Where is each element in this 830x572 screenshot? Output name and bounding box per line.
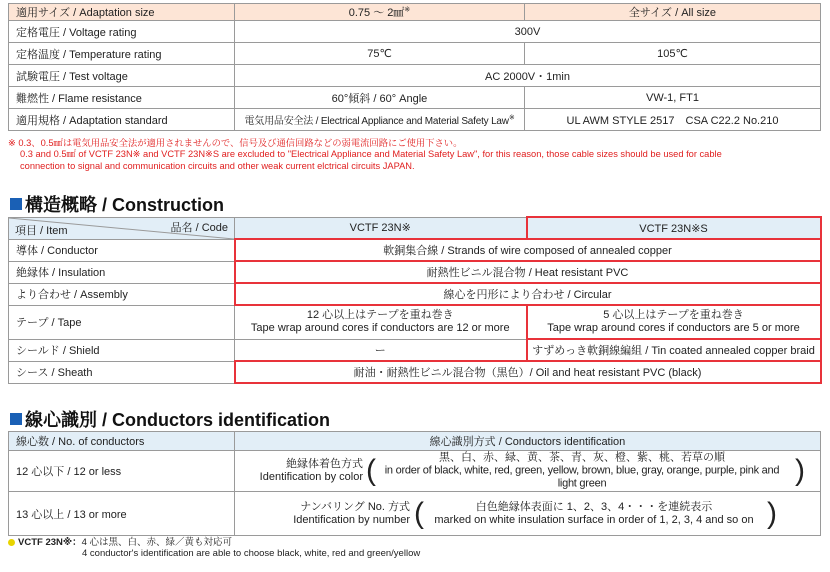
table-row xyxy=(9,361,821,383)
value-cell: 105℃ xyxy=(525,43,821,65)
value-cell: 耐油・耐熱性ビニル混合物（黒色）/ Oil and heat resistant PVC (black) xyxy=(235,361,821,383)
table-row xyxy=(9,239,821,261)
value-cell: 60°傾斜 / 60° Angle xyxy=(235,87,525,109)
footnote-code: VCTF 23N※： xyxy=(18,537,82,548)
row-label: テープ / Tape xyxy=(9,305,235,339)
value-cell xyxy=(235,492,821,536)
desc-en: in order of black, white, red, green, yellow, brown, blue, gray, orange, purple, pink and light green xyxy=(384,464,780,490)
close-paren: ) xyxy=(767,496,777,530)
close-paren: ) xyxy=(795,454,805,487)
column-header: VCTF 23N※S xyxy=(527,217,821,239)
method-jp: 絶縁体着色方式 xyxy=(286,458,363,470)
table-row xyxy=(9,261,821,283)
table-row xyxy=(9,305,821,339)
footnote-line: 4 conductor's identification are able to choose black, white, red and green/yellow xyxy=(82,548,421,559)
square-bullet-icon xyxy=(10,198,22,210)
value-cell: 300V xyxy=(235,21,821,43)
value-cell: VW-1, FT1 xyxy=(525,87,821,109)
yellow-bullet-icon xyxy=(8,539,15,546)
section-heading-identification xyxy=(10,406,330,432)
row-label: 難燃性 / Flame resistance xyxy=(9,87,235,109)
value-text: 電気用品安全法 / Electrical Appliance and Material Safety Law xyxy=(244,116,509,127)
value-line: 12 心以上はテープを重ね巻き xyxy=(306,309,454,322)
value-cell: すずめっき軟銅線編組 / Tin coated annealed copper braid xyxy=(527,339,821,361)
open-paren: ( xyxy=(414,496,424,530)
value-cell xyxy=(235,451,821,492)
column-header: 線心数 / No. of conductors xyxy=(9,432,235,451)
value-text: 0.75 ～ 2㎟ xyxy=(348,7,405,19)
footnote-line xyxy=(8,537,420,548)
row-label: 定格温度 / Temperature rating xyxy=(9,43,235,65)
row-label: より合わせ / Assembly xyxy=(9,283,235,305)
table-row xyxy=(9,283,821,305)
note-mark: ※ xyxy=(508,114,515,122)
desc-jp: 黒、白、赤、緑、黄、茶、青、灰、橙、紫、桃、若草の順 xyxy=(439,451,725,464)
value-cell: 線心を円形により合わせ / Circular xyxy=(235,283,821,305)
footnote xyxy=(8,537,420,559)
row-label: シース / Sheath xyxy=(9,361,235,383)
method-label xyxy=(255,458,363,484)
table-row xyxy=(9,109,821,131)
note-line: 0.3 and 0.5㎟ of VCTF 23N※ and VCTF 23N※S are excluded to "Electrical Appliance and Material Safety Law", for this reason, those cable sizes should be used for cable xyxy=(20,149,722,160)
header-code-label: 品名 / Code xyxy=(170,221,228,234)
value-line: Tape wrap around cores if conductors are 5 or more xyxy=(547,322,800,334)
note-line: connection to signal and communication circuits and other weak current elctrical circuits JAPAN. xyxy=(20,160,415,171)
method-label xyxy=(290,501,410,527)
diagonal-header-cell xyxy=(9,217,235,239)
row-label: 13 心以上 / 13 or more xyxy=(9,492,235,536)
note-line: ※ 0.3、0.5㎟は電気用品安全法が適用されませんので、信号及び通信回路などの弱電流回路にご使用下さい。 xyxy=(8,138,463,148)
value-cell: AC 2000V・1min xyxy=(235,65,821,87)
row-label: 導体 / Conductor xyxy=(9,239,235,261)
column-header: VCTF 23N※ xyxy=(235,217,527,239)
method-en: Identification by number xyxy=(293,513,410,526)
table-row xyxy=(9,451,821,492)
value-cell xyxy=(235,4,525,21)
row-label: 12 心以下 / 12 or less xyxy=(9,451,235,492)
row-label: 絶縁体 / Insulation xyxy=(9,261,235,283)
table-row xyxy=(9,4,821,21)
section-title: 構造概略 / Construction xyxy=(25,195,224,215)
value-cell: UL AWM STYLE 2517 CSA C22.2 No.210 xyxy=(525,109,821,131)
table-row xyxy=(9,65,821,87)
column-header: 線心識別方式 / Conductors identification xyxy=(235,432,821,451)
header-item-label: 項目 / Item xyxy=(15,224,68,237)
row-label: 適用規格 / Adaptation standard xyxy=(9,109,235,131)
identification-table xyxy=(8,431,821,536)
table-row xyxy=(9,43,821,65)
table-header-row xyxy=(9,217,821,239)
section-heading-construction xyxy=(10,191,224,217)
table-row xyxy=(9,339,821,361)
open-paren: ( xyxy=(366,454,376,487)
row-label: 試験電圧 / Test voltage xyxy=(9,65,235,87)
construction-table xyxy=(8,216,822,384)
desc-jp: 白色絶縁体表面に 1、2、3、4・・・を連続表示 xyxy=(475,500,713,513)
table-row xyxy=(9,21,821,43)
value-cell: 75℃ xyxy=(235,43,525,65)
method-jp: ナンバリング No. 方式 xyxy=(300,500,410,513)
value-cell: ー xyxy=(235,339,527,361)
value-line: 5 心以上はテープを重ね巻き xyxy=(603,309,744,321)
row-label: 適用サイズ / Adaptation size xyxy=(9,4,235,21)
table-row xyxy=(9,492,821,536)
method-description xyxy=(376,452,788,491)
square-bullet-icon xyxy=(10,413,22,425)
footnote-text: 4 心は黒、白、赤、緑／黄も対応可 xyxy=(81,537,233,548)
section-title: 線心識別 / Conductors identification xyxy=(25,410,330,430)
row-label: シールド / Shield xyxy=(9,339,235,361)
method-description xyxy=(424,501,764,527)
desc-en: marked on white insulation surface in order of 1, 2, 3, 4 and so on xyxy=(434,513,754,526)
table-header-row xyxy=(9,432,821,451)
value-cell: 軟銅集合線 / Strands of wire composed of annealed copper xyxy=(235,239,821,261)
method-en: Identification by color xyxy=(259,471,363,483)
note-mark: ※ xyxy=(404,6,411,14)
table-row xyxy=(9,87,821,109)
row-label: 定格電圧 / Voltage rating xyxy=(9,21,235,43)
value-cell xyxy=(235,109,525,131)
spec-table xyxy=(8,3,821,131)
value-cell: 耐熱性ビニル混合物 / Heat resistant PVC xyxy=(235,261,821,283)
notes xyxy=(8,138,820,172)
value-cell xyxy=(235,305,527,339)
value-cell: 全サイズ / All size xyxy=(525,4,821,21)
value-line: Tape wrap around cores if conductors are 12 or more xyxy=(250,322,510,335)
value-cell xyxy=(527,305,821,339)
